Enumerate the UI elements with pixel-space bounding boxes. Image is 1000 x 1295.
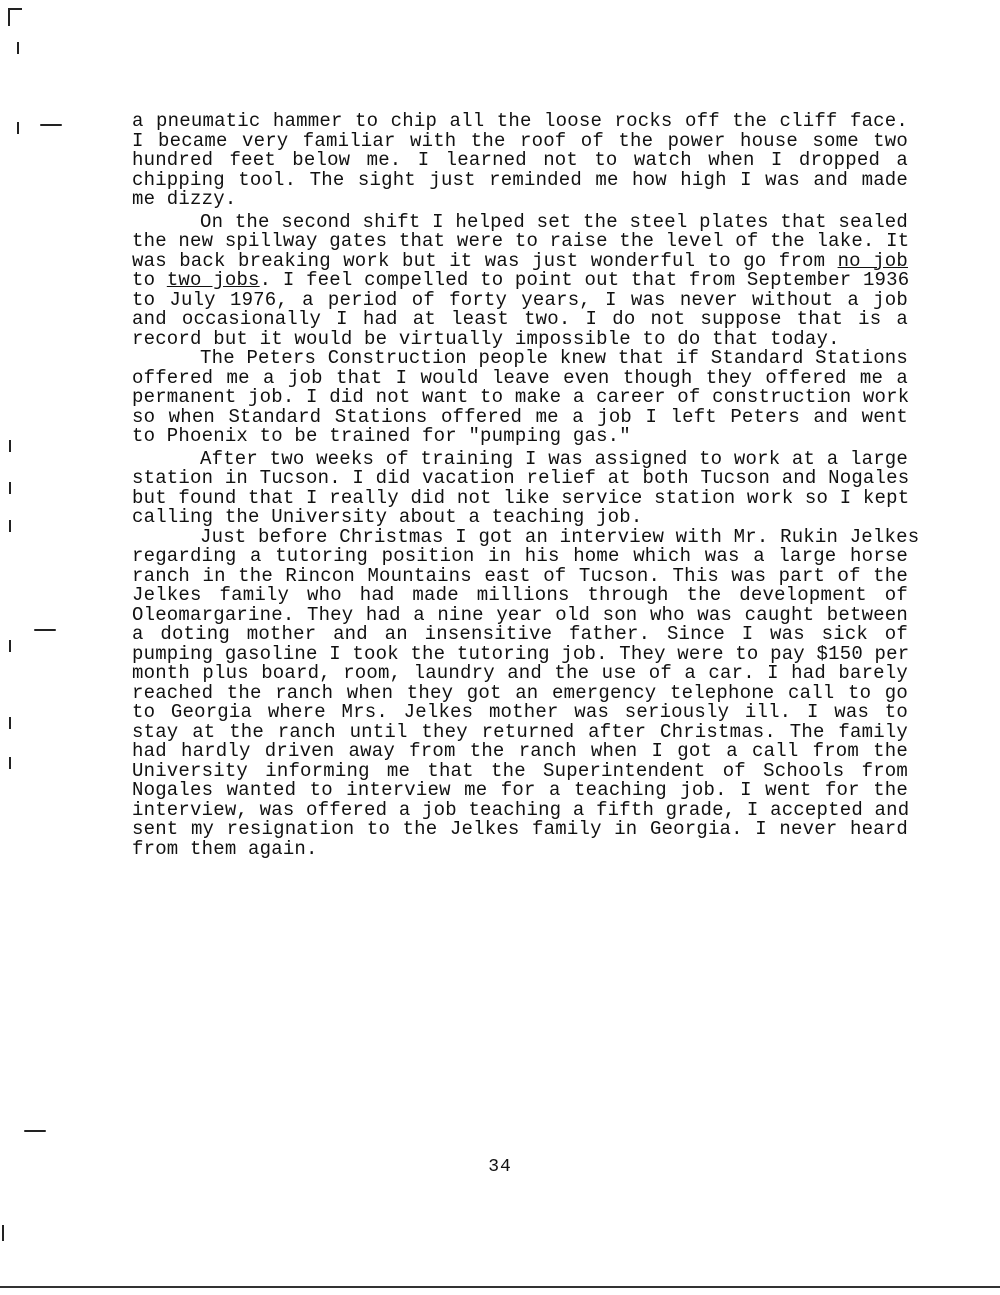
text-line: me dizzy.: [132, 188, 237, 210]
text-line: University informing me that the Superintendent of Schools from: [132, 759, 908, 782]
text-run: was back breaking work but it was just wonderful to go from: [132, 249, 826, 272]
body-text: [132, 110, 920, 860]
text-line: had hardly driven away from the ranch when I got a call from the: [132, 740, 908, 762]
margin-tick-mark: [9, 440, 11, 452]
text-line: sent my resignation to the Jelkes family in Georgia. I never heard: [132, 818, 908, 840]
text-line: hundred feet below me. I learned not to watch when I dropped a: [132, 149, 908, 171]
underlined-phrase: two jobs: [166, 269, 260, 291]
text-line: offered me a job that I would leave even though they offered me a: [132, 366, 908, 389]
text-line: to July 1976, a period of forty years, I was never without a job: [132, 288, 908, 311]
text-line: After two weeks of training I was assigned to work at a large: [200, 447, 908, 470]
text-line: and occasionally I had at least two. I do not suppose that is a: [132, 308, 908, 330]
text-line: but found that I really did not like service station work so I kept: [132, 486, 910, 509]
text-line: the new spillway gates that were to raise the level of the lake. It: [132, 230, 910, 252]
text-line: calling the University about a teaching job.: [132, 506, 643, 528]
text-line: a doting mother and an insensitive father. Since I was sick of: [132, 623, 908, 645]
underlined-phrase: no job: [837, 249, 908, 272]
margin-tick-mark: [17, 42, 19, 54]
scan-corner-mark-vertical: [8, 8, 10, 26]
text-line: The Peters Construction people knew that if Standard Stations: [200, 347, 908, 369]
text-line: Oleomargarine. They had a nine year old son who was caught between: [132, 603, 908, 626]
text-run: . I feel compelled to point out that from September 1936: [259, 269, 910, 291]
text-line: so when Standard Stations offered me a job I left Peters and went: [132, 405, 908, 428]
text-line: station in Tucson. I did vacation relief at both Tucson and Nogales: [132, 467, 910, 489]
text-line: reached the ranch when they got an emergency telephone call to go: [132, 681, 908, 704]
text-line: from them again.: [132, 837, 318, 860]
paragraph: [132, 447, 910, 528]
margin-tick-mark: [9, 520, 11, 532]
text-run: to: [132, 269, 156, 291]
text-line: stay at the ranch until they returned after Christmas. The family: [132, 720, 908, 743]
text-line: permanent job. I did not want to make a career of construction work: [132, 386, 910, 408]
margin-tick-mark: [9, 717, 11, 729]
text-line: I became very familiar with the roof of the power house some two: [132, 129, 908, 152]
scan-corner-mark: [8, 8, 22, 10]
page-number: 34: [488, 1157, 512, 1177]
margin-dash-mark: [24, 1130, 46, 1132]
text-line: chipping tool. The sight just reminded me how high I was and made: [132, 168, 908, 191]
text-line: month plus board, room, laundry and the use of a car. I had barely: [132, 662, 908, 684]
text-line: record but it would be virtually impossible to do that today.: [132, 327, 840, 350]
margin-tick-mark: [9, 757, 11, 769]
paragraph: [132, 112, 908, 210]
text-line: ranch in the Rincon Mountains east of Tucson. This was part of the: [132, 564, 908, 587]
text-line: [132, 271, 908, 291]
margin-tick-mark: [2, 1225, 4, 1241]
text-line: On the second shift I helped set the steel plates that sealed: [200, 210, 908, 233]
paragraph: [132, 525, 920, 860]
text-line: regarding a tutoring position in his home which was a large horse: [132, 545, 908, 567]
text-line: a pneumatic hammer to chip all the loose rocks off the cliff face.: [132, 110, 908, 132]
scan-bottom-edge: [0, 1286, 1000, 1288]
text-line: pumping gasoline I took the tutoring job. They were to pay $150 per: [132, 642, 910, 665]
margin-tick-mark: [9, 640, 11, 652]
paragraph: [132, 349, 908, 447]
text-line: Nogales wanted to interview me for a teaching job. I went for the: [132, 779, 908, 801]
text-line: Jelkes family who had made millions through the development of: [132, 584, 908, 606]
paragraph: [132, 210, 910, 350]
text-line: to Georgia where Mrs. Jelkes mother was seriously ill. I was to: [132, 701, 908, 723]
margin-tick-mark: [9, 482, 11, 494]
text-line: interview, was offered a job teaching a fifth grade, I accepted and: [132, 798, 910, 821]
margin-dash-mark: [34, 629, 56, 631]
text-line: to Phoenix to be trained for "pumping gas.": [132, 425, 631, 447]
text-line: Just before Christmas I got an interview with Mr. Rukin Jelkes: [200, 525, 920, 548]
margin-dash-mark: [40, 124, 62, 126]
margin-tick-mark: [17, 122, 19, 134]
